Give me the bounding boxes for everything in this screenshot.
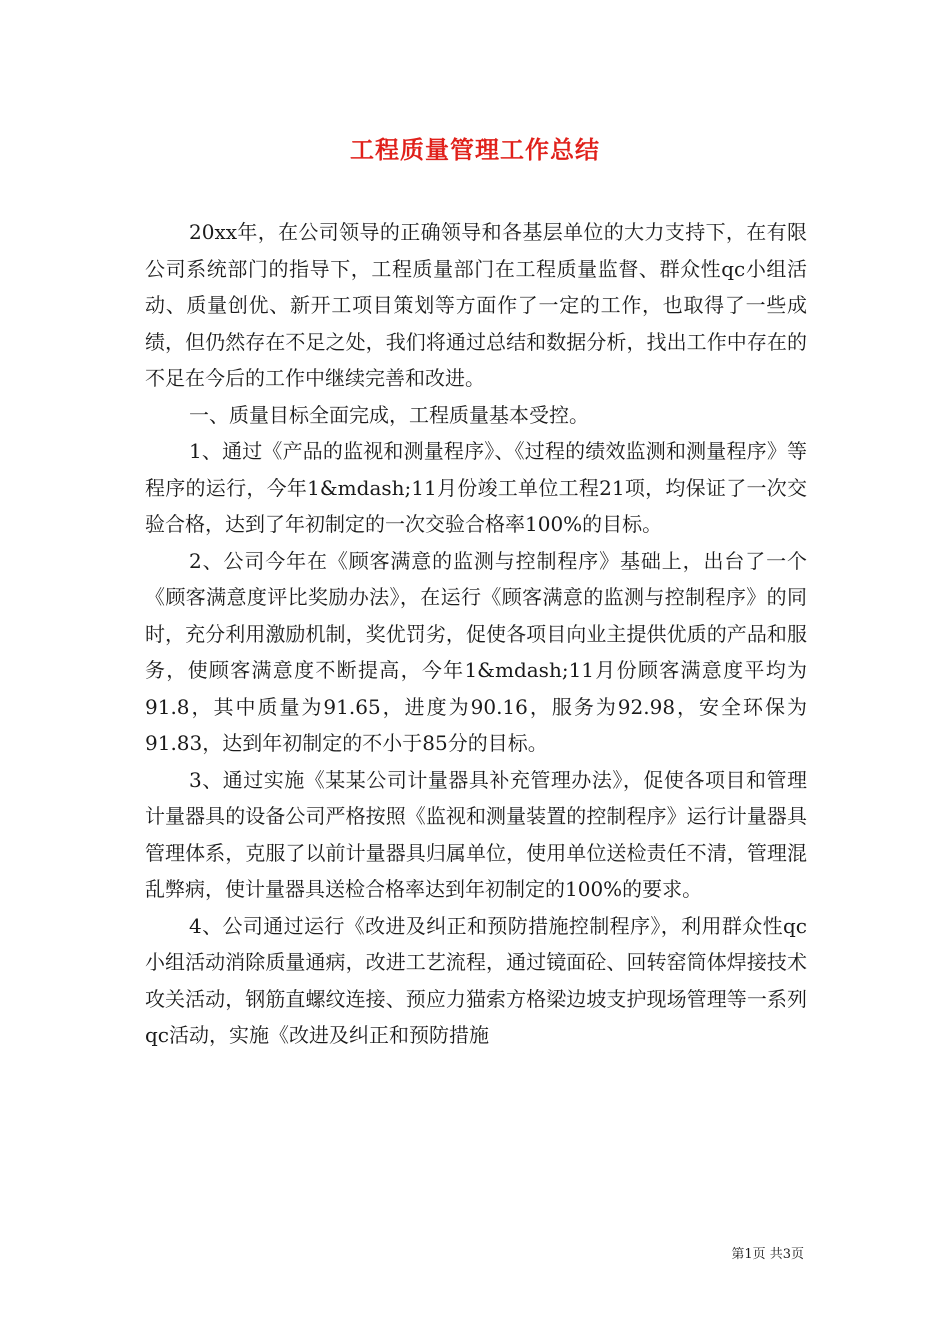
paragraph-intro: 20xx年，在公司领导的正确领导和各基层单位的大力支持下，在有限公司系统部门的指导下，工程质量部门在工程质量监督、群众性qc小组活动、质量创优、新开工项目策划等方面作了一定的工作，也取得了一些成绩，但仍然存在不足之处，我们将通过总结和数据分析，找出工作中存在的不足在今后的工作中继续完善和改进。 — [145, 220, 807, 390]
paragraph-item-4: 4、公司通过运行《改进及纠正和预防措施控制程序》，利用群众性qc小组活动消除质量通病，改进工艺流程，通过镜面砼、回转窑筒体焊接技术攻关活动，钢筋直螺纹连接、预应力猫索方格梁边坡支护现场管理等一系列qc活动，实施《改进及纠正和预防措施 — [145, 913, 807, 1047]
page-number: 第1页 共3页 — [731, 1247, 804, 1262]
paragraph-item-1: 1、通过《产品的监视和测量程序》、《过程的绩效监测和测量程序》等程序的运行，今年1&mdash;11月份竣工单位工程21项，均保证了一次交验合格，达到了年初制定的一次交验合格率100%的目标。 — [145, 439, 807, 536]
paragraph-item-2: 2、公司今年在《顾客满意的监测与控制程序》基础上，出台了一个《顾客满意度评比奖励办法》，在运行《顾客满意的监测与控制程序》的同时，充分利用激励机制，奖优罚劣，促使各项目向业主提供优质的产品和服务，使顾客满意度不断提高，今年1&mdash;11月份顾客满意度平均为91.8，其中质量为91.65，进度为90.16，服务为92.98，安全环保为91.83，达到年初制定的不小于85分的目标。 — [145, 548, 807, 755]
paragraph-item-3: 3、通过实施《某某公司计量器具补充管理办法》，促使各项目和管理计量器具的设备公司严格按照《监视和测量装置的控制程序》运行计量器具管理体系，克服了以前计量器具归属单位，使用单位送检责任不清，管理混乱弊病，使计量器具送检合格率达到年初制定的100%的要求。 — [145, 767, 807, 901]
paragraph-section-heading: 一、质量目标全面完成，工程质量基本受控。 — [189, 402, 589, 427]
document-body — [145, 214, 807, 1054]
document-title: 工程质量管理工作总结 — [350, 135, 600, 164]
